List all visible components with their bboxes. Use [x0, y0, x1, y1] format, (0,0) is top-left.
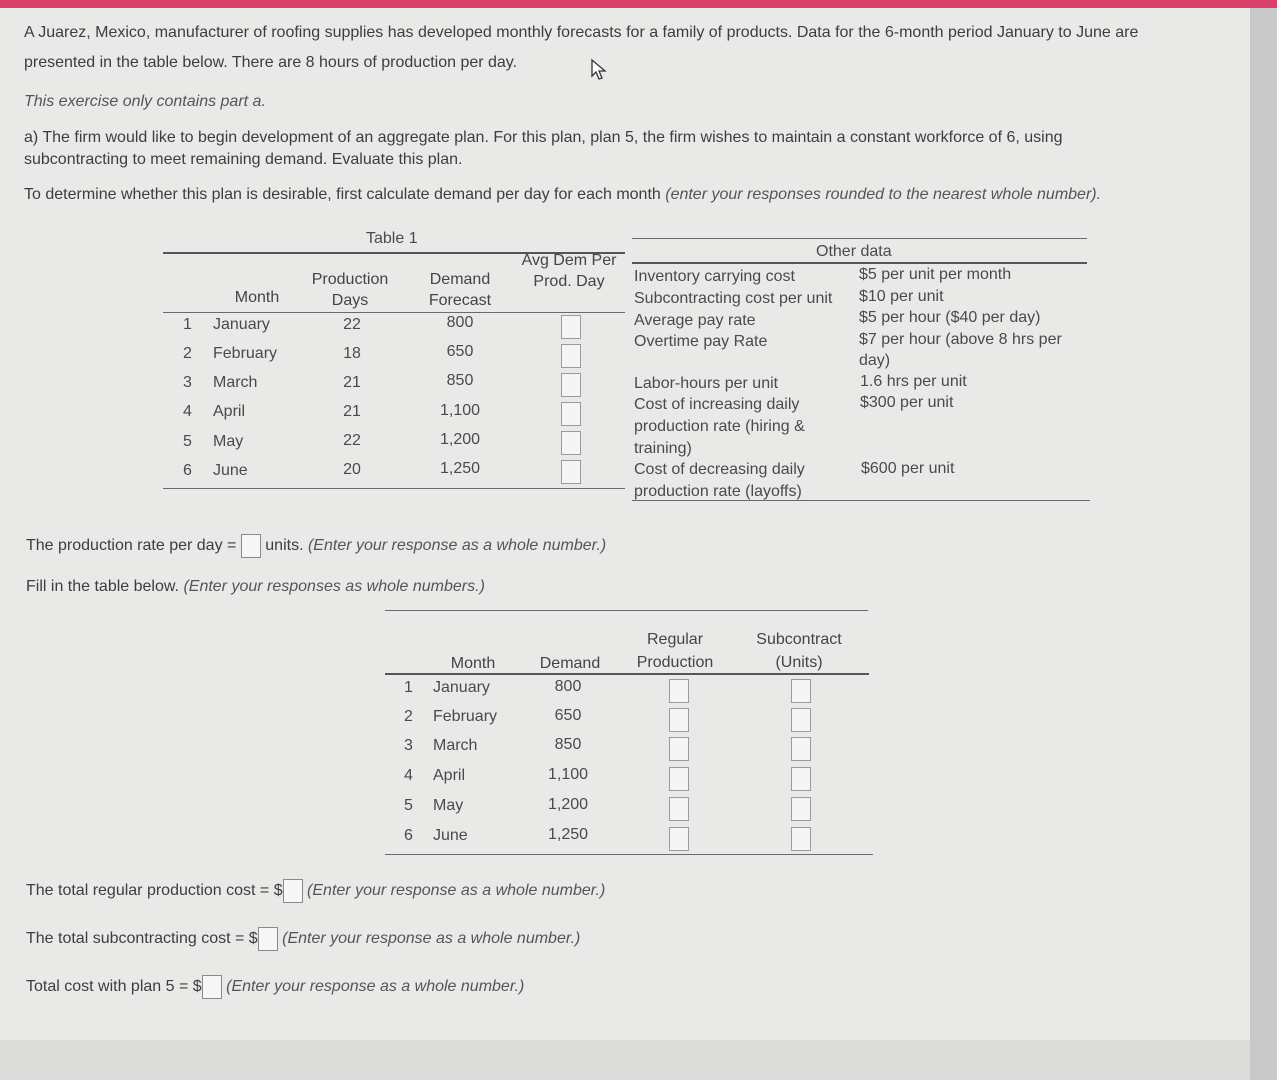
- table1-demand: 1,200: [439, 431, 481, 448]
- intro-line-2: presented in the table below. There are 8 hours of production per day.: [24, 54, 518, 71]
- table2-header-month: Month: [450, 655, 496, 672]
- subcontract-input-april[interactable]: [791, 767, 811, 791]
- instruction: [24, 184, 1101, 205]
- subcontract-input-march[interactable]: [791, 737, 811, 761]
- table2-header-rule: [385, 673, 869, 675]
- table2-demand: 800: [554, 678, 582, 695]
- table2-month: June: [433, 827, 468, 844]
- table1-header-forecast: Forecast: [428, 292, 492, 309]
- avg-demand-input-may[interactable]: [561, 431, 581, 455]
- table2-row-index: 5: [404, 797, 413, 814]
- hiring-cost-label-cont: production rate (hiring &: [634, 418, 805, 435]
- table1-days: 20: [343, 461, 361, 478]
- table2-header-regular: Regular: [646, 631, 704, 648]
- table2-demand: 650: [554, 707, 582, 724]
- total-plan-label: Total cost with plan 5 = $: [26, 978, 202, 996]
- avg-demand-input-january[interactable]: [561, 315, 581, 339]
- table1-row-index: 4: [183, 403, 192, 420]
- page-bottom: [0, 1040, 1250, 1080]
- top-accent-bar: [0, 0, 1277, 8]
- hiring-cost-value: $300 per unit: [860, 394, 954, 411]
- table1-days: 18: [343, 345, 361, 362]
- regular-production-input-april[interactable]: [669, 767, 689, 791]
- avg-demand-input-february[interactable]: [561, 344, 581, 368]
- table1-bottom-rule: [163, 488, 625, 489]
- table1-month: May: [213, 433, 244, 450]
- instruction-hint: (enter your responses rounded to the nearest whole number).: [665, 186, 1102, 203]
- fill-table-label: Fill in the table below.: [26, 578, 179, 595]
- table1-header-month: Month: [234, 289, 280, 306]
- table1-row-index: 2: [183, 345, 192, 362]
- layoff-cost-label: Cost of decreasing daily: [634, 461, 805, 478]
- regular-production-input-march[interactable]: [669, 737, 689, 761]
- mouse-cursor-icon: [590, 58, 608, 87]
- production-rate-units: units.: [265, 537, 304, 555]
- other-top-rule: [632, 238, 1087, 239]
- hiring-cost-label: Cost of increasing daily: [634, 396, 800, 413]
- regular-production-input-february[interactable]: [669, 708, 689, 732]
- table2-top-rule: [385, 610, 868, 611]
- table2-row-index: 2: [404, 708, 413, 725]
- subcontract-cost-value: $10 per unit: [859, 288, 944, 305]
- inventory-cost-label: Inventory carrying cost: [634, 268, 795, 285]
- table1-title: Table 1: [366, 230, 418, 247]
- other-header-rule: [632, 262, 1087, 264]
- table1-row-index: 3: [183, 374, 192, 391]
- total-subcontract-label: The total subcontracting cost = $: [26, 930, 258, 948]
- table2-month: April: [433, 767, 466, 784]
- subcontract-input-february[interactable]: [791, 708, 811, 732]
- overtime-rate-value-cont: day): [859, 352, 891, 369]
- regular-production-input-may[interactable]: [669, 797, 689, 821]
- table1-month: March: [213, 374, 258, 391]
- total-subcontract-input[interactable]: [258, 927, 278, 951]
- total-subcontract-line: [26, 927, 580, 951]
- part-a-line-1: a) The firm would like to begin development of an aggregate plan. For this plan, plan 5, the firm wishes to maintain a constant workforce of 6, using: [24, 129, 1063, 146]
- table2-demand: 1,250: [547, 826, 589, 843]
- hiring-cost-label-cont2: training): [634, 440, 692, 457]
- subcontract-cost-label: Subcontracting cost per unit: [634, 290, 833, 307]
- subcontract-input-may[interactable]: [791, 797, 811, 821]
- table1-month: April: [213, 403, 246, 420]
- total-plan-hint: (Enter your response as a whole number.): [226, 978, 525, 996]
- table1-header-rule: [163, 312, 625, 313]
- avg-demand-input-march[interactable]: [561, 373, 581, 397]
- table1-demand: 850: [446, 372, 474, 389]
- fill-table-line: [26, 576, 485, 597]
- part-a-line-2: subcontracting to meet remaining demand. Evaluate this plan.: [24, 151, 463, 168]
- table1-row-index: 5: [183, 433, 192, 450]
- regular-production-input-june[interactable]: [669, 827, 689, 851]
- regular-production-input-january[interactable]: [669, 679, 689, 703]
- other-data-title: Other data: [816, 243, 892, 260]
- table1-days: 22: [343, 432, 361, 449]
- instruction-main: To determine whether this plan is desirable, first calculate demand per day for each month: [24, 186, 661, 203]
- table1-header-per-day: Prod. Day: [533, 273, 605, 290]
- table2-demand: 1,100: [547, 766, 589, 783]
- production-rate-hint: (Enter your response as a whole number.): [307, 537, 607, 555]
- table1-days: 21: [343, 403, 361, 420]
- table1-days: 21: [343, 374, 361, 391]
- table2-month: January: [433, 679, 490, 696]
- total-regular-label: The total regular production cost = $: [26, 882, 283, 900]
- table1-month: June: [213, 462, 248, 479]
- table2-header-units: (Units): [775, 654, 823, 671]
- table1-header-avg: Avg Dem Per: [521, 252, 617, 269]
- table1-demand: 1,100: [439, 402, 481, 419]
- pay-rate-label: Average pay rate: [634, 312, 756, 329]
- table1-demand: 800: [446, 314, 474, 331]
- layoff-cost-label-cont: production rate (layoffs): [634, 483, 802, 500]
- table2-row-index: 4: [404, 767, 413, 784]
- production-rate-line: [26, 534, 606, 558]
- production-rate-input[interactable]: [241, 534, 261, 558]
- table1-month: February: [213, 345, 278, 362]
- overtime-rate-value: $7 per hour (above 8 hrs per: [859, 331, 1062, 348]
- table2-row-index: 3: [404, 737, 413, 754]
- inventory-cost-value: $5 per unit per month: [859, 266, 1012, 283]
- subcontract-input-january[interactable]: [791, 679, 811, 703]
- subcontract-input-june[interactable]: [791, 827, 811, 851]
- table2-row-index: 1: [404, 679, 413, 696]
- table2-month: May: [433, 797, 464, 814]
- intro-line-1: A Juarez, Mexico, manufacturer of roofing supplies has developed monthly forecasts for a family of products. Data for the 6-month period January to June are: [24, 24, 1139, 41]
- table2-bottom-rule: [385, 854, 873, 855]
- fill-table-hint: (Enter your responses as whole numbers.): [183, 578, 485, 595]
- total-regular-hint: (Enter your response as a whole number.): [307, 882, 606, 900]
- table1-days: 22: [343, 316, 361, 333]
- table1-header-days: Days: [331, 292, 369, 309]
- table2-header-demand: Demand: [539, 655, 601, 672]
- total-regular-input[interactable]: [283, 879, 303, 903]
- total-subcontract-hint: (Enter your response as a whole number.): [282, 930, 581, 948]
- table1-header-production: Production: [311, 271, 389, 288]
- other-bottom-rule: [632, 500, 1090, 501]
- table2-month: March: [433, 737, 478, 754]
- table1-row-index: 1: [183, 316, 192, 333]
- labor-hours-label: Labor-hours per unit: [634, 375, 779, 392]
- table1-header-demand: Demand: [429, 271, 491, 288]
- table1-demand: 650: [446, 343, 474, 360]
- table2-month: February: [433, 708, 498, 725]
- table1-row-index: 6: [183, 462, 192, 479]
- total-regular-line: [26, 879, 605, 903]
- table1-month: January: [213, 316, 270, 333]
- overtime-rate-label: Overtime pay Rate: [634, 333, 768, 350]
- exercise-note: This exercise only contains part a.: [24, 93, 266, 110]
- table2-demand: 850: [554, 736, 582, 753]
- avg-demand-input-april[interactable]: [561, 402, 581, 426]
- table2-header-subcontract: Subcontract: [756, 631, 842, 648]
- table2-row-index: 6: [404, 827, 413, 844]
- pay-rate-value: $5 per hour ($40 per day): [859, 309, 1041, 326]
- table2-header-production: Production: [636, 654, 714, 671]
- layoff-cost-value: $600 per unit: [861, 460, 955, 477]
- total-plan-line: [26, 975, 524, 999]
- table1-demand: 1,250: [439, 460, 481, 477]
- total-plan-input[interactable]: [202, 975, 222, 999]
- labor-hours-value: 1.6 hrs per unit: [860, 373, 967, 390]
- table2-demand: 1,200: [547, 796, 589, 813]
- production-rate-label: The production rate per day =: [26, 537, 237, 555]
- avg-demand-input-june[interactable]: [561, 460, 581, 484]
